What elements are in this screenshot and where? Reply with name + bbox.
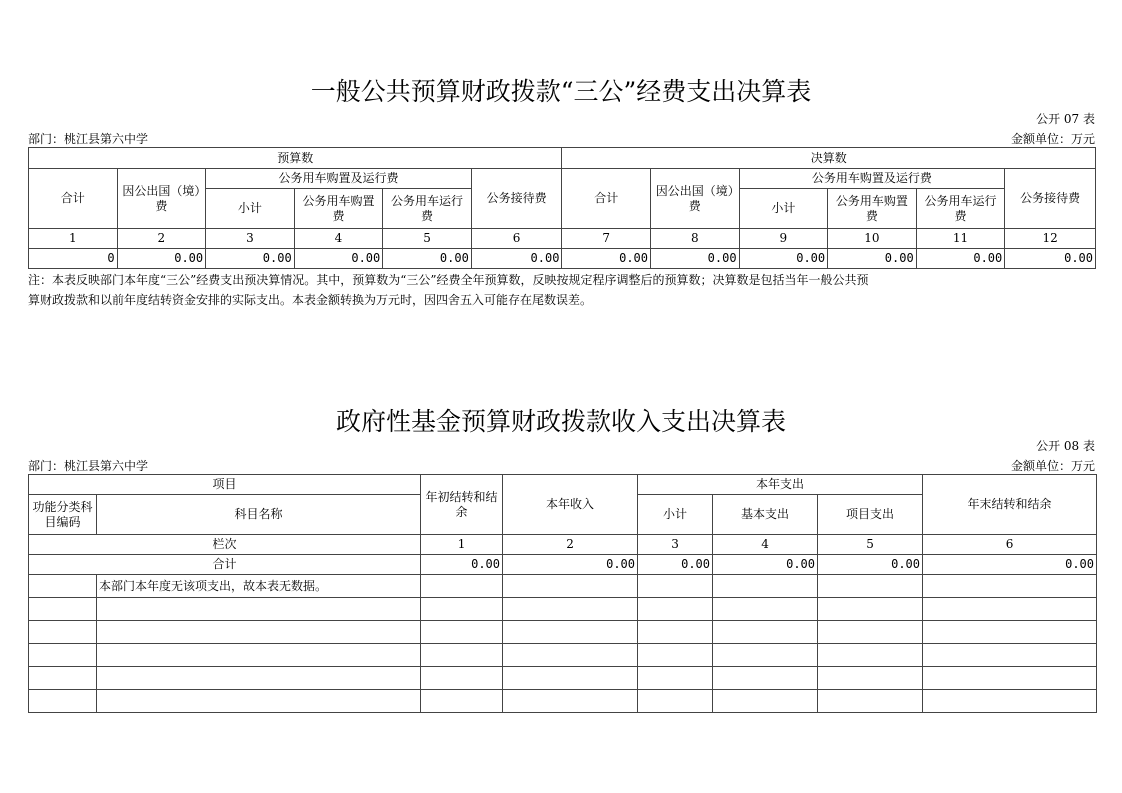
column-number: 7 bbox=[562, 229, 651, 249]
column-number: 3 bbox=[638, 535, 713, 555]
column-number: 2 bbox=[503, 535, 638, 555]
column-number: 10 bbox=[828, 229, 917, 249]
header-subtotal: 小计 bbox=[638, 495, 713, 535]
column-number: 4 bbox=[294, 229, 383, 249]
table-cell bbox=[421, 621, 503, 644]
row-label-total: 合计 bbox=[29, 555, 421, 575]
column-number: 12 bbox=[1005, 229, 1096, 249]
table1-unit: 金额单位：万元 bbox=[1010, 132, 1095, 146]
table-cell bbox=[421, 598, 503, 621]
table-cell bbox=[503, 644, 638, 667]
table-cell bbox=[503, 667, 638, 690]
column-number: 2 bbox=[117, 229, 206, 249]
table2-government-fund bbox=[28, 474, 1097, 713]
table1-title: 一般公共预算财政拨款“三公”经费支出决算表 bbox=[310, 77, 812, 106]
header-item: 项目 bbox=[29, 475, 421, 495]
total-value: 0.00 bbox=[818, 555, 923, 575]
header-car-operation: 公务用车运行费 bbox=[383, 189, 472, 229]
column-number: 11 bbox=[916, 229, 1005, 249]
table2-department: 部门：桃江县第六中学 bbox=[28, 459, 149, 473]
table1-department: 部门：桃江县第六中学 bbox=[28, 132, 149, 146]
header-function-code: 功能分类科目编码 bbox=[29, 495, 97, 535]
table-cell bbox=[29, 598, 97, 621]
table1-note bbox=[28, 270, 1098, 310]
total-value: 0.00 bbox=[713, 555, 818, 575]
value-cell: 0.00 bbox=[471, 249, 562, 269]
value-cell: 0.00 bbox=[294, 249, 383, 269]
total-value: 0.00 bbox=[421, 555, 503, 575]
table-cell bbox=[638, 575, 713, 598]
header-budget: 预算数 bbox=[29, 148, 562, 169]
column-number: 4 bbox=[713, 535, 818, 555]
header-reception: 公务接待费 bbox=[1005, 169, 1096, 229]
column-number: 1 bbox=[29, 229, 118, 249]
table-cell bbox=[29, 690, 97, 713]
table-cell bbox=[638, 667, 713, 690]
table-cell bbox=[713, 667, 818, 690]
table-cell bbox=[713, 575, 818, 598]
table-cell bbox=[421, 644, 503, 667]
column-number: 1 bbox=[421, 535, 503, 555]
table-cell bbox=[97, 621, 421, 644]
table-cell bbox=[923, 690, 1097, 713]
column-number: 6 bbox=[471, 229, 562, 249]
value-cell: 0 bbox=[29, 249, 118, 269]
note-line-2: 算财政拨款和以前年度结转资金安排的实际支出。本表金额转换为万元时，因四舍五入可能存在尾数误差。 bbox=[28, 293, 593, 307]
table1-code: 公开 07 表 bbox=[1036, 112, 1095, 126]
column-number: 5 bbox=[383, 229, 472, 249]
table-cell bbox=[638, 690, 713, 713]
header-car-purchase: 公务用车购置费 bbox=[294, 189, 383, 229]
column-number: 5 bbox=[818, 535, 923, 555]
table-cell bbox=[923, 621, 1097, 644]
header-beginning-balance: 年初结转和结余 bbox=[421, 475, 503, 535]
header-car: 公务用车购置及运行费 bbox=[206, 169, 472, 189]
header-abroad: 因公出国（境）费 bbox=[651, 169, 740, 229]
row-label-column-index: 栏次 bbox=[29, 535, 421, 555]
table-cell bbox=[713, 621, 818, 644]
header-subtotal: 小计 bbox=[206, 189, 295, 229]
table-cell bbox=[638, 621, 713, 644]
value-cell: 0.00 bbox=[651, 249, 740, 269]
table-cell bbox=[818, 621, 923, 644]
value-cell: 0.00 bbox=[117, 249, 206, 269]
total-value: 0.00 bbox=[923, 555, 1097, 575]
table-cell bbox=[818, 690, 923, 713]
header-abroad: 因公出国（境）费 bbox=[117, 169, 206, 229]
table-cell bbox=[97, 598, 421, 621]
table-cell bbox=[713, 690, 818, 713]
empty-message: 本部门本年度无该项支出，故本表无数据。 bbox=[97, 575, 421, 598]
header-basic-expense: 基本支出 bbox=[713, 495, 818, 535]
table2-code: 公开 08 表 bbox=[1036, 439, 1095, 453]
value-cell: 0.00 bbox=[916, 249, 1005, 269]
header-expense: 本年支出 bbox=[638, 475, 923, 495]
table-cell bbox=[503, 690, 638, 713]
value-cell: 0.00 bbox=[206, 249, 295, 269]
table-cell bbox=[97, 667, 421, 690]
table-cell bbox=[29, 667, 97, 690]
table-cell bbox=[638, 598, 713, 621]
table-cell bbox=[503, 598, 638, 621]
column-number: 8 bbox=[651, 229, 740, 249]
value-cell: 0.00 bbox=[383, 249, 472, 269]
value-cell: 0.00 bbox=[828, 249, 917, 269]
value-cell: 0.00 bbox=[562, 249, 651, 269]
column-number: 6 bbox=[923, 535, 1097, 555]
header-reception: 公务接待费 bbox=[471, 169, 562, 229]
table-cell bbox=[923, 598, 1097, 621]
table-cell bbox=[923, 575, 1097, 598]
table-cell bbox=[818, 667, 923, 690]
total-value: 0.00 bbox=[503, 555, 638, 575]
header-total: 合计 bbox=[562, 169, 651, 229]
table-cell bbox=[503, 575, 638, 598]
value-cell: 0.00 bbox=[739, 249, 828, 269]
table2-unit: 金额单位：万元 bbox=[1010, 459, 1095, 473]
table-cell bbox=[97, 690, 421, 713]
table-cell bbox=[29, 644, 97, 667]
table-cell bbox=[923, 667, 1097, 690]
table-cell bbox=[818, 598, 923, 621]
table-cell bbox=[421, 690, 503, 713]
table-cell bbox=[421, 667, 503, 690]
value-cell: 0.00 bbox=[1005, 249, 1096, 269]
header-car-purchase: 公务用车购置费 bbox=[828, 189, 917, 229]
table-cell bbox=[818, 575, 923, 598]
header-total: 合计 bbox=[29, 169, 118, 229]
header-subject-name: 科目名称 bbox=[97, 495, 421, 535]
column-number: 3 bbox=[206, 229, 295, 249]
header-income: 本年收入 bbox=[503, 475, 638, 535]
header-car-operation: 公务用车运行费 bbox=[916, 189, 1005, 229]
header-ending-balance: 年末结转和结余 bbox=[923, 475, 1097, 535]
table-cell bbox=[713, 644, 818, 667]
table-cell bbox=[638, 644, 713, 667]
header-project-expense: 项目支出 bbox=[818, 495, 923, 535]
table-cell bbox=[29, 621, 97, 644]
header-final: 决算数 bbox=[562, 148, 1096, 169]
table-cell bbox=[503, 621, 638, 644]
table-cell bbox=[923, 644, 1097, 667]
table-cell bbox=[713, 598, 818, 621]
header-car: 公务用车购置及运行费 bbox=[739, 169, 1005, 189]
table-cell bbox=[97, 644, 421, 667]
header-subtotal: 小计 bbox=[739, 189, 828, 229]
column-number: 9 bbox=[739, 229, 828, 249]
total-value: 0.00 bbox=[638, 555, 713, 575]
table2-title: 政府性基金预算财政拨款收入支出决算表 bbox=[335, 407, 786, 436]
note-line-1: 注：本表反映部门本年度“三公”经费支出预决算情况。其中，预算数为“三公”经费全年预算数，反映按规定程序调整后的预算数；决算数是包括当年一般公共预 bbox=[28, 273, 869, 287]
table-cell bbox=[818, 644, 923, 667]
table1-three-public-expenses bbox=[28, 147, 1096, 269]
table-cell bbox=[29, 575, 97, 598]
table-cell bbox=[421, 575, 503, 598]
